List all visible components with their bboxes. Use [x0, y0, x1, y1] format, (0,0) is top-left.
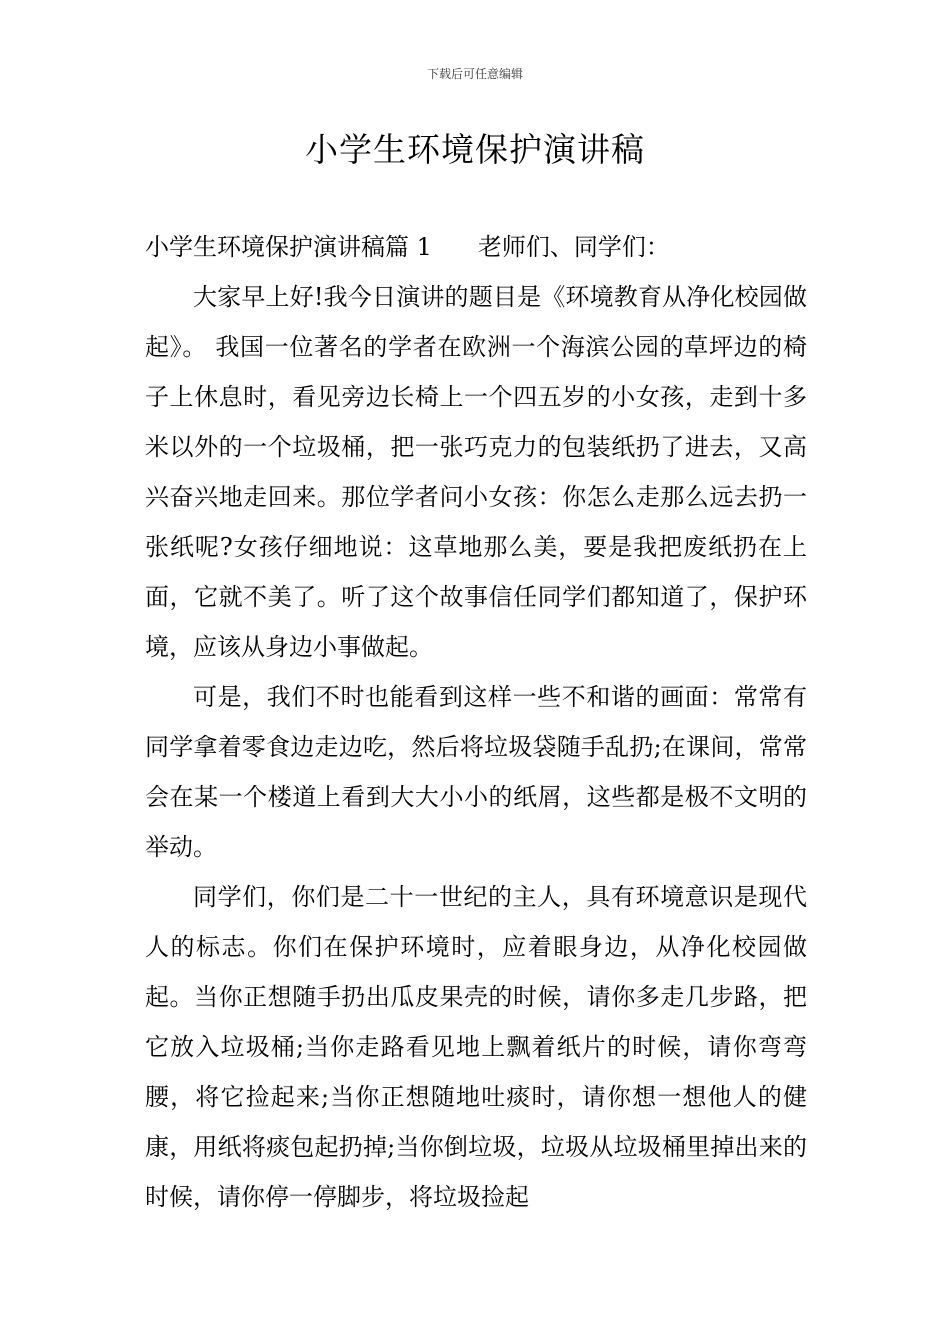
paragraph-2: 可是，我们不时也能看到这样一些不和谐的画面：常常有同学拿着零食边走边吃，然后将垃圾袋随手乱扔;在课间，常常会在某一个楼道上看到大大小小的纸屑，这些都是极不文明的举动。 — [145, 683, 807, 861]
intro-heading: 小学生环境保护演讲稿篇 1 — [145, 233, 432, 261]
header-note: 下载后可任意编辑 — [426, 67, 523, 81]
document-body — [145, 222, 807, 1222]
paragraph-3: 同学们，你们是二十一世纪的主人，具有环境意识是现代人的标志。你们在保护环境时，应着眼身边，从净化校园做起。当你正想随手扔出瓜皮果壳的时候，请你多走几步路，把它放入垃圾桶;当你走路看见地上飘着纸片的时候，请你弯弯腰，将它捡起来;当你正想随地吐痰时，请你想一想他人的健康，用纸将痰包起扔掉;当你倒垃圾，垃圾从垃圾桶里掉出来的时候，请你停一停脚步，将垃圾捡起 — [145, 883, 807, 1211]
intro-greeting: 老师们、同学们： — [477, 233, 670, 261]
document-title: 小学生环境保护演讲稿 — [305, 130, 645, 169]
intro-line — [145, 222, 807, 272]
paragraph-1: 大家早上好!我今日演讲的题目是《环境教育从净化校园做起》。 我国一位著名的学者在欧洲一个海滨公园的草坪边的椅子上休息时，看见旁边长椅上一个四五岁的小女孩，走到十多米以外的一个垃圾桶，把一张巧克力的包装纸扔了进去，又高兴奋兴地走回来。那位学者问小女孩：你怎么走那么远去扔一张纸呢?女孩仔细地说：这草地那么美，要是我把废纸扔在上面，它就不美了。听了这个故事信任同学们都知道了，保护环境，应该从身边小事做起。 — [145, 283, 807, 661]
